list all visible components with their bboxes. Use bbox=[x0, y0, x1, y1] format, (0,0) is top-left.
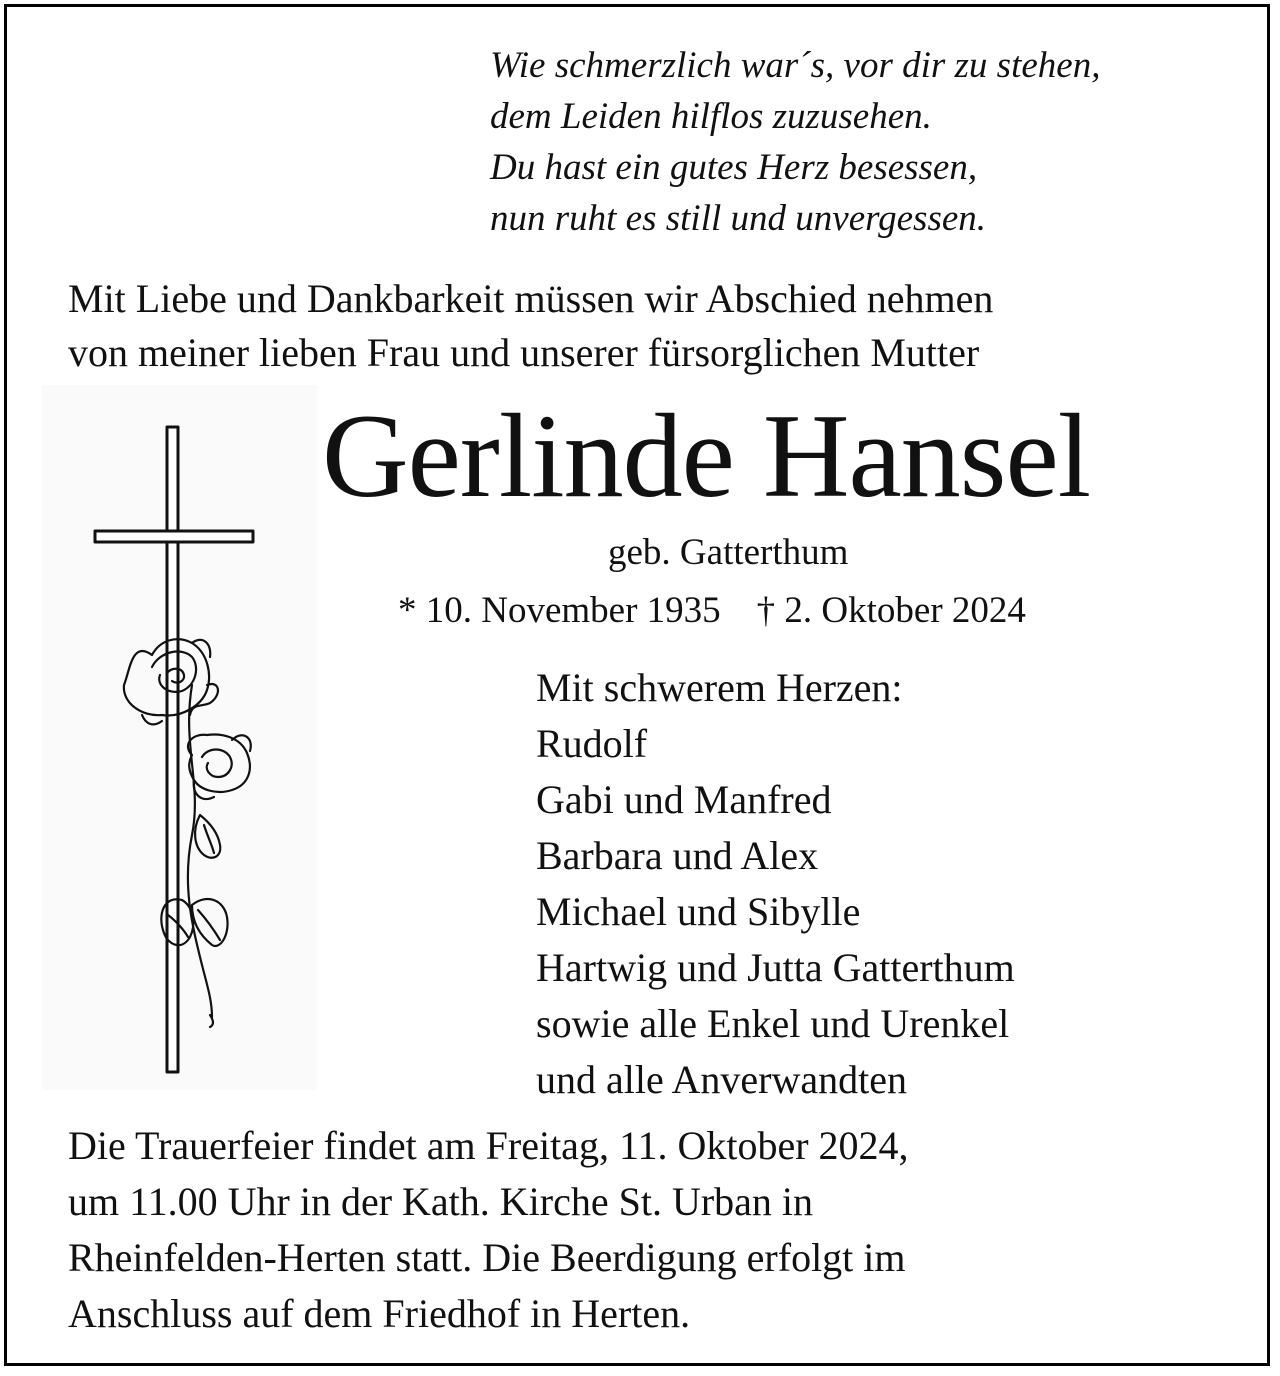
birth-date: * 10. November 1935 bbox=[398, 590, 721, 631]
mourner-entry: Michael und Sibylle bbox=[536, 889, 861, 934]
mourner-entry: Rudolf bbox=[536, 721, 648, 766]
intro-line: Mit Liebe und Dankbarkeit müssen wir Abschied nehmen bbox=[68, 276, 994, 321]
mourner-entry: Gabi und Manfred bbox=[536, 777, 832, 822]
intro-line: von meiner lieben Frau und unserer fürsorglichen Mutter bbox=[68, 330, 980, 375]
poem-line: dem Leiden hilflos zuzusehen. bbox=[490, 96, 932, 137]
mourner-entry: Hartwig und Jutta Gatterthum bbox=[536, 945, 1015, 990]
mourners-heading: Mit schwerem Herzen: bbox=[536, 665, 903, 710]
service-line: Rheinfelden-Herten statt. Die Beerdigung erfolgt im bbox=[68, 1235, 906, 1280]
mourner-entry: sowie alle Enkel und Urenkel bbox=[536, 1001, 1010, 1046]
service-line: um 11.00 Uhr in der Kath. Kirche St. Urban in bbox=[68, 1179, 814, 1224]
poem-line: Wie schmerzlich war´s, vor dir zu stehen, bbox=[490, 45, 1101, 86]
deceased-name: Gerlinde Hansel bbox=[322, 389, 1091, 522]
poem bbox=[490, 40, 1100, 244]
poem-line: Du hast ein gutes Herz besessen, bbox=[490, 147, 978, 188]
birth-name: geb. Gatterthum bbox=[608, 532, 849, 573]
cross-with-roses-icon bbox=[42, 385, 317, 1090]
intro-text bbox=[68, 272, 993, 380]
service-line: Die Trauerfeier findet am Freitag, 11. Oktober 2024, bbox=[68, 1123, 909, 1168]
mourner-entry: Barbara und Alex bbox=[536, 833, 819, 878]
life-dates bbox=[398, 586, 1026, 636]
poem-line: nun ruht es still und unvergessen. bbox=[490, 198, 987, 239]
mourners-list bbox=[536, 660, 1015, 1108]
mourner-entry: und alle Anverwandten bbox=[536, 1057, 907, 1102]
death-date: † 2. Oktober 2024 bbox=[756, 590, 1026, 631]
service-line: Anschluss auf dem Friedhof in Herten. bbox=[68, 1291, 691, 1336]
funeral-service-info bbox=[68, 1118, 909, 1342]
